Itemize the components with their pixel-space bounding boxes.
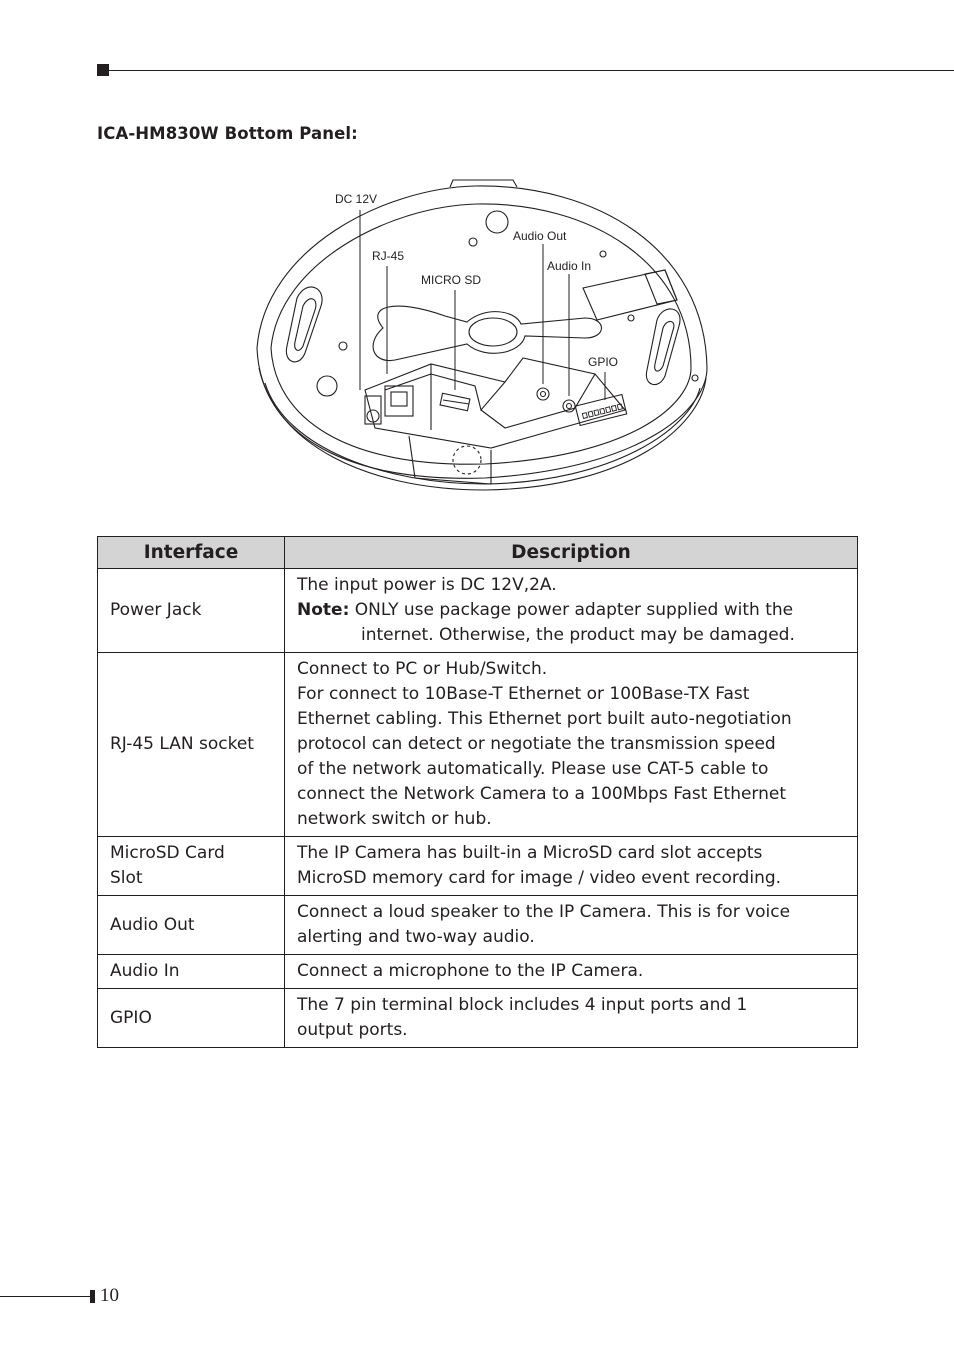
interface-line: Slot <box>110 868 143 888</box>
description-line: The input power is DC 12V,2A. <box>297 575 557 595</box>
center-propeller <box>373 306 601 360</box>
table-row <box>98 837 858 896</box>
bottom-panel-illustration <box>245 178 715 496</box>
interface-cell: RJ-45 LAN socket <box>98 653 285 837</box>
callout-gpio: GPIO <box>588 355 619 369</box>
bottom-panel-diagram <box>245 178 715 496</box>
description-cell <box>285 653 858 837</box>
interface-cell: Audio Out <box>98 896 285 955</box>
header-square-mark <box>97 64 109 76</box>
note-label: Note: <box>297 600 350 620</box>
table-row <box>98 896 858 955</box>
top-right-recess <box>583 270 677 320</box>
description-line: Ethernet cabling. This Ethernet port built auto-negotiation <box>297 709 792 729</box>
description-line: Connect a microphone to the IP Camera. <box>297 961 644 981</box>
description-line: of the network automatically. Please use CAT-5 cable to <box>297 759 769 779</box>
description-line: The 7 pin terminal block includes 4 input ports and 1 <box>297 995 748 1015</box>
description-line: connect the Network Camera to a 100Mbps Fast Ethernet <box>297 784 787 804</box>
description-line: The IP Camera has built-in a MicroSD card slot accepts <box>297 843 763 863</box>
description-line: protocol can detect or negotiate the transmission speed <box>297 734 776 754</box>
table-row <box>98 653 858 837</box>
description-line: Connect to PC or Hub/Switch. <box>297 659 548 679</box>
description-line: MicroSD memory card for image / video event recording. <box>297 868 782 888</box>
interface-cell: Power Jack <box>98 569 285 653</box>
description-line: alerting and two-way audio. <box>297 927 535 947</box>
vent-circle <box>453 446 481 474</box>
section-title: ICA-HM830W Bottom Panel: <box>97 124 358 143</box>
page-number: 10 <box>100 1285 119 1306</box>
description-line: output ports. <box>297 1020 408 1040</box>
description-line: Connect a loud speaker to the IP Camera. This is for voice <box>297 902 791 922</box>
top-hole <box>486 211 508 233</box>
note-text-continued: internet. Otherwise, the product may be damaged. <box>361 625 795 645</box>
header-rule <box>109 70 954 71</box>
right-mount-slot <box>646 309 680 385</box>
description-cell <box>285 896 858 955</box>
interface-cell <box>98 837 285 896</box>
callout-audio-in: Audio In <box>547 259 592 273</box>
audio-out-jack <box>537 388 549 400</box>
table-row <box>98 955 858 989</box>
description-cell <box>285 955 858 989</box>
description-cell <box>285 837 858 896</box>
description-cell <box>285 989 858 1048</box>
note-text: ONLY use package power adapter supplied with the <box>349 600 794 620</box>
footer-mark <box>90 1290 95 1303</box>
table-row <box>98 569 858 653</box>
table-row <box>98 989 858 1048</box>
left-mount-slot <box>286 287 322 362</box>
interface-table <box>97 536 858 1048</box>
description-cell <box>285 569 858 653</box>
housing-outer-rim <box>257 186 707 478</box>
table-header-row <box>98 537 858 569</box>
interface-cell: GPIO <box>98 989 285 1048</box>
description-line: network switch or hub. <box>297 809 492 829</box>
interface-line: MicroSD Card <box>110 843 225 863</box>
header-interface: Interface <box>98 537 285 569</box>
footer-rule <box>0 1296 90 1297</box>
callout-rj45: RJ-45 <box>372 249 405 263</box>
header-description: Description <box>285 537 858 569</box>
description-line: For connect to 10Base-T Ethernet or 100Base-TX Fast <box>297 684 750 704</box>
rj45-socket <box>385 386 413 416</box>
callout-microsd: MICRO SD <box>421 273 481 287</box>
callout-dc12v: DC 12V <box>335 192 378 206</box>
callout-audio-out: Audio Out <box>513 229 567 243</box>
housing-inner-rim <box>271 204 691 464</box>
interface-cell: Audio In <box>98 955 285 989</box>
